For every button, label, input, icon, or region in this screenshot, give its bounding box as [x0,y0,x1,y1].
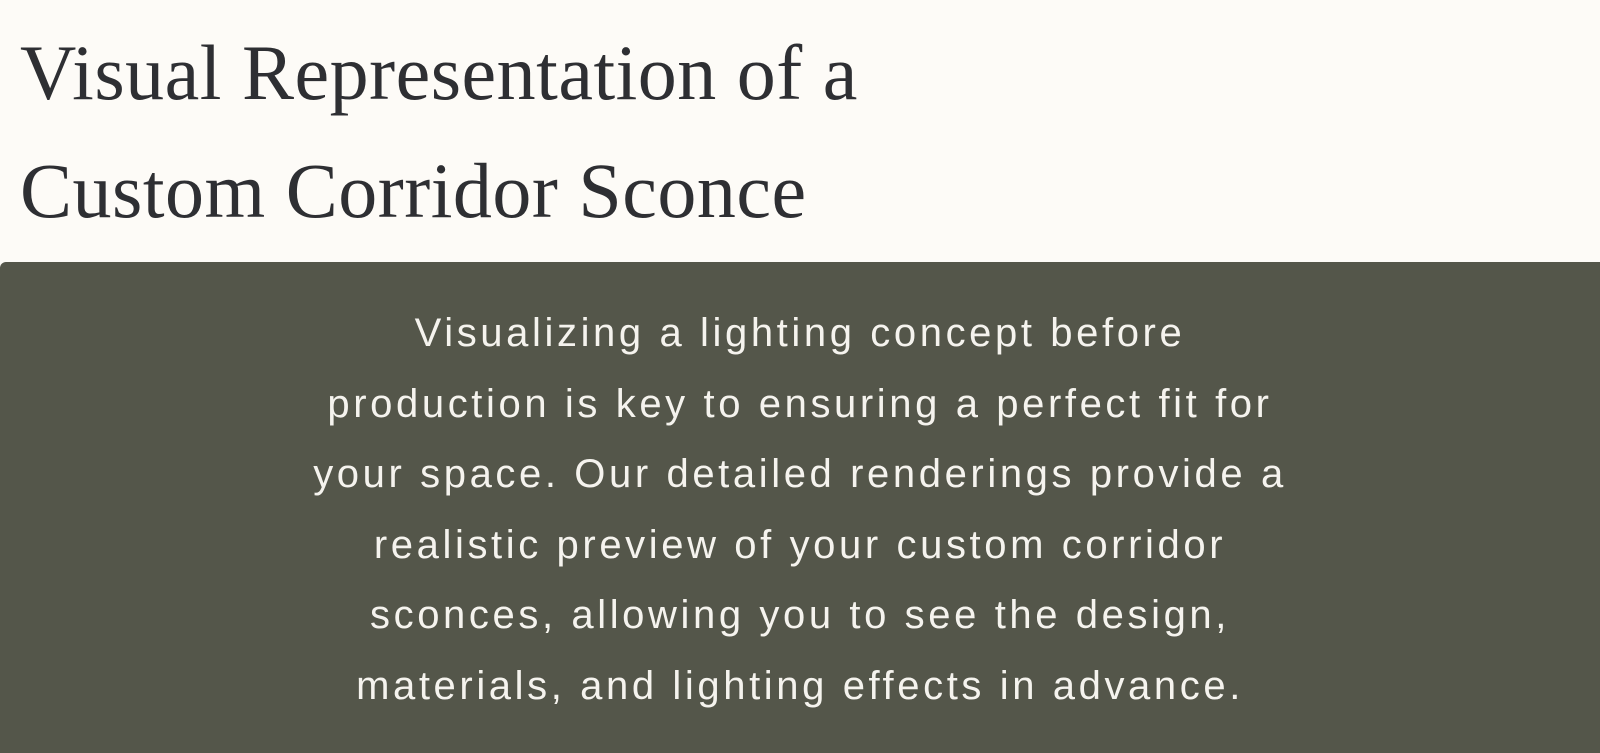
heading-section [0,0,1600,262]
page-title [20,14,1020,250]
description-paragraph [250,298,1350,721]
description-line: sconces, allowing you to see the design, [370,593,1230,637]
description-line: materials, and lighting effects in advance. [356,663,1244,708]
description-line: Visualizing a lighting concept before [414,311,1186,355]
page-title-line-2: Custom Corridor Sconce [20,147,807,234]
page-title-line-1: Visual Representation of a [20,29,858,116]
description-line: realistic preview of your custom corridor [373,522,1227,567]
description-panel [0,262,1600,753]
description-line: your space. Our detailed renderings provide a [313,452,1287,496]
description-line: production is key to ensuring a perfect fit for [327,381,1273,426]
